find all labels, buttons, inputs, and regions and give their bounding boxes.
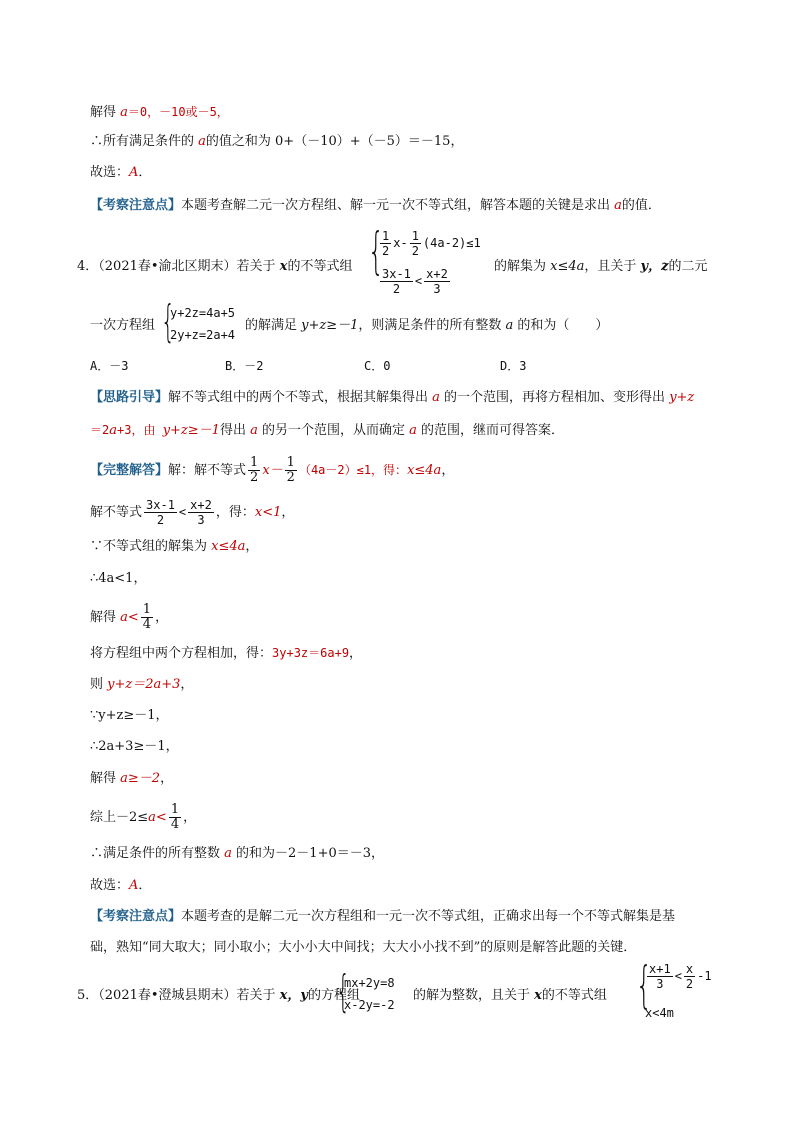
brace-icon: { xyxy=(161,296,175,347)
solution-step-5: 解得 a< $\frac{1}{4}$ ， xyxy=(90,602,169,632)
solution-step-7: 则 y+z＝2a+3， xyxy=(90,677,194,692)
solution-step-8: ∵y+z≥－1， xyxy=(90,708,169,723)
brace-icon: { xyxy=(636,956,652,1014)
solution-step-9: ∴2a+3≥－1， xyxy=(90,739,179,754)
note-paragraph: 【考察注意点】本题考查的是解二元一次方程组和一元一次不等式组，正确求出每一个不等式解集是基 xyxy=(90,909,676,924)
hint-paragraph-2: ＝2a+3，由 y+z≥－1得出 a 的另一个范围，从而确定 a 的范围，继而可得答案． xyxy=(90,423,565,438)
question-5-line-1-tail: 的解为整数，且关于 x的不等式组 xyxy=(413,988,607,1003)
question-4-line-2: 一次方程组 xyxy=(90,318,156,333)
brace-icon: { xyxy=(368,222,384,280)
solution-line: ∴所有满足条件的 a的值之和为 0+（－10）+（－5）＝－15， xyxy=(90,134,464,149)
option-d[interactable]: D．3 xyxy=(500,359,527,373)
brace-icon: { xyxy=(336,966,350,1017)
answer-line: 故选：A． xyxy=(90,878,152,893)
option-a[interactable]: A．－3 xyxy=(90,359,129,373)
solution-step-1: 【完整解答】解：解不等式 $\frac{1}{2}$ x－ $\frac{1}{2}$ （4a－2）≤1，得：x≤4a， xyxy=(90,455,455,485)
note-paragraph: 【考察注意点】本题考查解二元一次方程组、解一元一次不等式组，解答本题的关键是求出 a的值． xyxy=(90,198,661,213)
hint-paragraph: 【思路引导】解不等式组中的两个不等式，根据其解集得出 a 的一个范围，再将方程相加、变形得出 y+z xyxy=(90,390,695,405)
solution-step-4: ∴4a<1， xyxy=(90,571,147,586)
solution-step-3: ∵不等式组的解集为 x≤4a， xyxy=(90,539,259,554)
question-4-line-1: 4．（2021春•渝北区期末）若关于 x的不等式组 xyxy=(77,259,353,274)
question-4-line-1-tail: 的解集为 x≤4a，且关于 y，z的二元 xyxy=(494,259,708,274)
option-c[interactable]: C．0 xyxy=(364,359,391,373)
question-5-line-1: 5．（2021春•澄城县期末）若关于 x，y的方程组 xyxy=(77,988,360,1003)
solution-line: 解得 a＝0，－10或－5， xyxy=(90,105,229,120)
note-paragraph-2: 础，熟知“同大取大；同小取小；大小小大中间找；大大小小找不到”的原则是解答此题的关键． xyxy=(90,940,637,955)
solution-step-12: ∴满足条件的所有整数 a 的和为－2－1+0＝－3， xyxy=(90,846,385,861)
solution-step-6: 将方程组中两个方程相加，得：3y+3z＝6a+9， xyxy=(90,646,363,661)
answer-line: 故选：A． xyxy=(90,165,152,180)
question-4-line-2-tail: 的解满足 y+z≥－1，则满足条件的所有整数 a 的和为（ ） xyxy=(245,318,609,333)
option-b[interactable]: B．－2 xyxy=(225,359,264,373)
solution-step-10: 解得 a≥－2， xyxy=(90,771,174,786)
solution-step-11: 综上－2≤a< $\frac{1}{4}$ ， xyxy=(90,802,197,832)
solution-step-2: 解不等式 $\frac{3x-1}{2}$ < $\frac{x+2}{3}$ ，得：x<1， xyxy=(90,498,295,527)
